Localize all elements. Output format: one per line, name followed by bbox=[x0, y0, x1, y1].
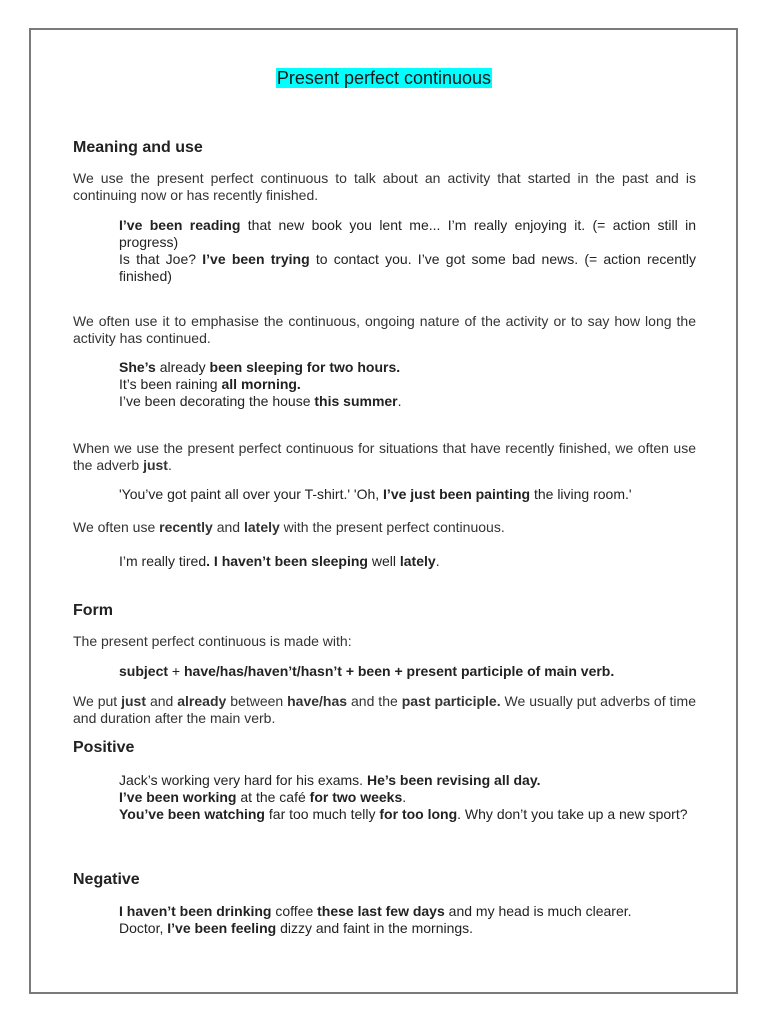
section-heading-form: Form bbox=[73, 602, 113, 619]
paragraph-emphasis: We often use it to emphasise the continuous, ongoing nature of the activity or to say how long the activity has continued. bbox=[73, 313, 696, 346]
example-block-1 bbox=[119, 217, 696, 285]
section-heading-meaning: Meaning and use bbox=[73, 139, 203, 156]
paragraph-adverbs: We put just and already between have/has and the past participle. We usually put adverbs of time and duration after the main verb. bbox=[73, 693, 696, 726]
example-block-3: 'You’ve got paint all over your T-shirt.' 'Oh, I’ve just been painting the living room.' bbox=[119, 486, 632, 502]
example-block-positive bbox=[119, 772, 696, 823]
example-line: Doctor, I’ve been feeling dizzy and faint in the mornings. bbox=[119, 920, 474, 936]
example-line: She’s already been sleeping for two hours. bbox=[119, 359, 401, 375]
example-line: It’s been raining all morning. bbox=[119, 376, 301, 392]
page-title: Present perfect continuous bbox=[276, 68, 492, 88]
example-block-4: I’m really tired. I haven’t been sleeping well lately. bbox=[119, 553, 440, 569]
section-heading-positive: Positive bbox=[73, 739, 135, 756]
example-line: Is that Joe? I’ve been trying to contact you. I’ve got some bad news. (= action recently finished) bbox=[119, 251, 696, 284]
example-block-negative bbox=[119, 903, 696, 937]
paragraph-recently-lately: We often use recently and lately with the present perfect continuous. bbox=[73, 519, 505, 535]
example-line: I’ve been decorating the house this summer. bbox=[119, 393, 402, 409]
example-line: Jack’s working very hard for his exams. He’s been revising all day. bbox=[119, 772, 541, 788]
form-formula: subject + have/has/haven’t/hasn’t + been + present participle of main verb. bbox=[119, 663, 615, 679]
example-line: You’ve been watching far too much telly for too long. Why don’t you take up a new sport? bbox=[119, 806, 688, 822]
paragraph-just: When we use the present perfect continuous for situations that have recently finished, we often use the adverb just. bbox=[73, 440, 696, 473]
example-line: I’ve been working at the café for two weeks. bbox=[119, 789, 407, 805]
section-heading-negative: Negative bbox=[73, 871, 140, 888]
example-line: I’ve been reading that new book you lent me... I’m really enjoying it. (= action still in progress) bbox=[119, 217, 696, 250]
example-line: I haven’t been drinking coffee these last few days and my head is much clearer. bbox=[119, 903, 632, 919]
example-block-2 bbox=[119, 359, 696, 410]
paragraph-meaning: We use the present perfect continuous to talk about an activity that started in the past and is continuing now or has recently finished. bbox=[73, 170, 696, 203]
paragraph-form: The present perfect continuous is made with: bbox=[73, 633, 352, 649]
